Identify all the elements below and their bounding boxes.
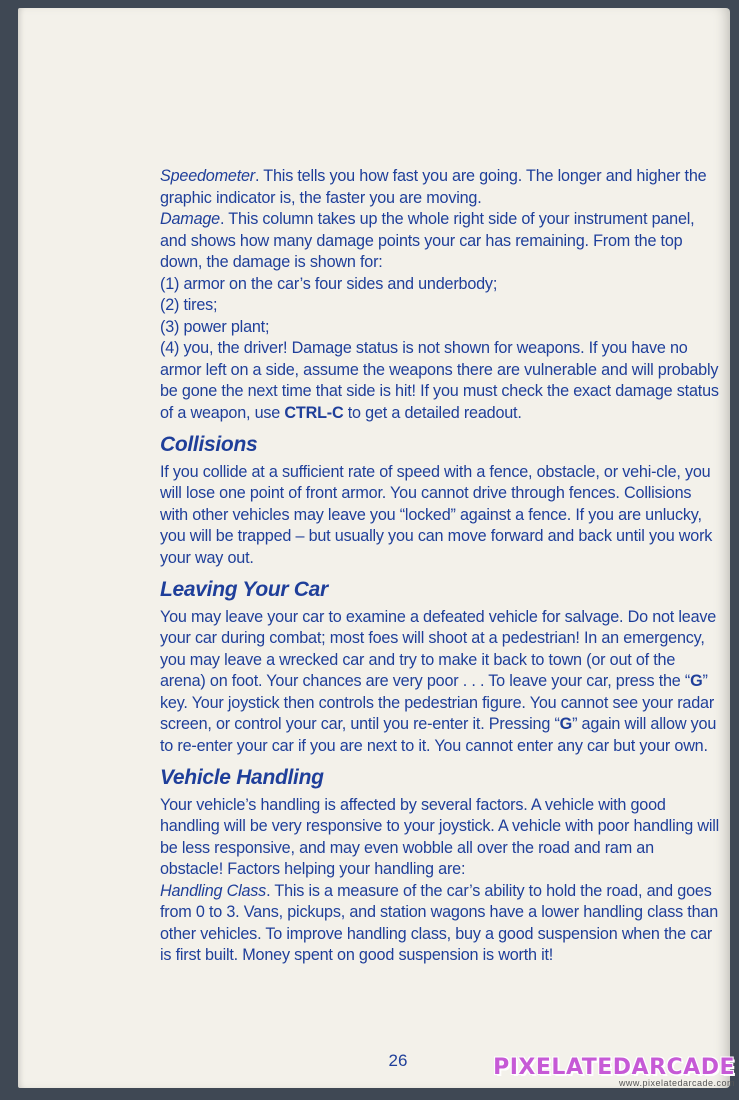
speedometer-term: Speedometer xyxy=(160,167,255,185)
handling-paragraph: Your vehicle’s handling is affected by several factors. A vehicle with good handling will be very responsive to your joystick. A vehicle with poor handling will be less responsive, and may even wobble all over the road and ram an obstacle! Factors helping your handling are: xyxy=(160,795,720,878)
damage-list-item xyxy=(160,338,720,424)
leaving-paragraph xyxy=(160,607,720,758)
speedometer-text: . This tells you how fast you are going. The longer and higher the graphic indicator is, the faster you are moving. xyxy=(160,167,707,207)
handling-heading: Vehicle Handling xyxy=(160,766,324,789)
damage-term: Damage xyxy=(160,210,220,228)
damage-list-item: (2) tires; xyxy=(160,296,218,314)
damage-item4-text: (4) you, the driver! Damage status is not shown for weapons. If you have no armor left on a side, assume the weapons there are vulnerable and will probably be gone the next time that side is hit! If you must check the exact damage status of a weapon, use xyxy=(160,339,719,422)
watermark xyxy=(493,1055,735,1088)
leaving-text-a: You may leave your car to examine a defeated vehicle for salvage. Do not leave your car during combat; most foes will shoot at a pedestrian! In an emergency, you may leave a wrecked car and try to make it back to town (or out of the arena) on foot. Your chances are very poor . . . To leave your car, press the “ xyxy=(160,607,717,690)
damage-text: . This column takes up the whole right side of your instrument panel, and shows how many damage points your car has remaining. From the top down, the damage is shown for: xyxy=(160,210,695,271)
damage-item4-tail: to get a detailed readout. xyxy=(343,403,522,422)
g-key: G xyxy=(559,715,573,733)
page-number: 26 xyxy=(388,1051,408,1070)
handling-class-term: Handling Class xyxy=(160,881,267,900)
damage-list-item: (1) armor on the car’s four sides and underbody; xyxy=(160,274,498,293)
watermark-logo: PIXELATEDARCADE xyxy=(493,1055,735,1080)
ctrl-c-key: CTRL-C xyxy=(284,403,344,422)
manual-page xyxy=(18,8,730,1088)
g-key: G xyxy=(690,672,703,690)
leaving-heading: Leaving Your Car xyxy=(160,578,328,601)
damage-list-item: (3) power plant; xyxy=(160,317,270,336)
leaving-text-b: ” key. Your joystick then controls the pedestrian figure. You cannot see your radar screen, or control your car, until you re-enter it. Pressing “ xyxy=(160,672,715,733)
speedometer-paragraph xyxy=(160,166,720,209)
damage-paragraph xyxy=(160,209,720,274)
leaving-text-c: ” again will allow you to re-enter your car if you are next to it. You cannot enter any car but your own. xyxy=(160,715,717,755)
watermark-url: www.pixelatedarcade.com xyxy=(618,1078,735,1088)
handling-class-paragraph xyxy=(160,881,720,967)
collisions-heading: Collisions xyxy=(160,433,258,456)
collisions-paragraph: If you collide at a sufficient rate of speed with a fence, obstacle, or vehi-cle, you will lose one point of front armor. You cannot drive through fences. Collisions with other vehicles may leave you “locked” against a fence. If you are unlucky, you will be trapped – but usually you can move forward and back until you work your way out. xyxy=(160,462,713,567)
page-content xyxy=(160,166,720,967)
handling-class-text: . This is a measure of the car’s ability to hold the road, and goes from 0 to 3. Vans, pickups, and station wagons have a lower handling class than other vehicles. To improve handling class, buy a good suspension when the car is first built. Money spent on good suspension is worth it! xyxy=(160,881,718,964)
